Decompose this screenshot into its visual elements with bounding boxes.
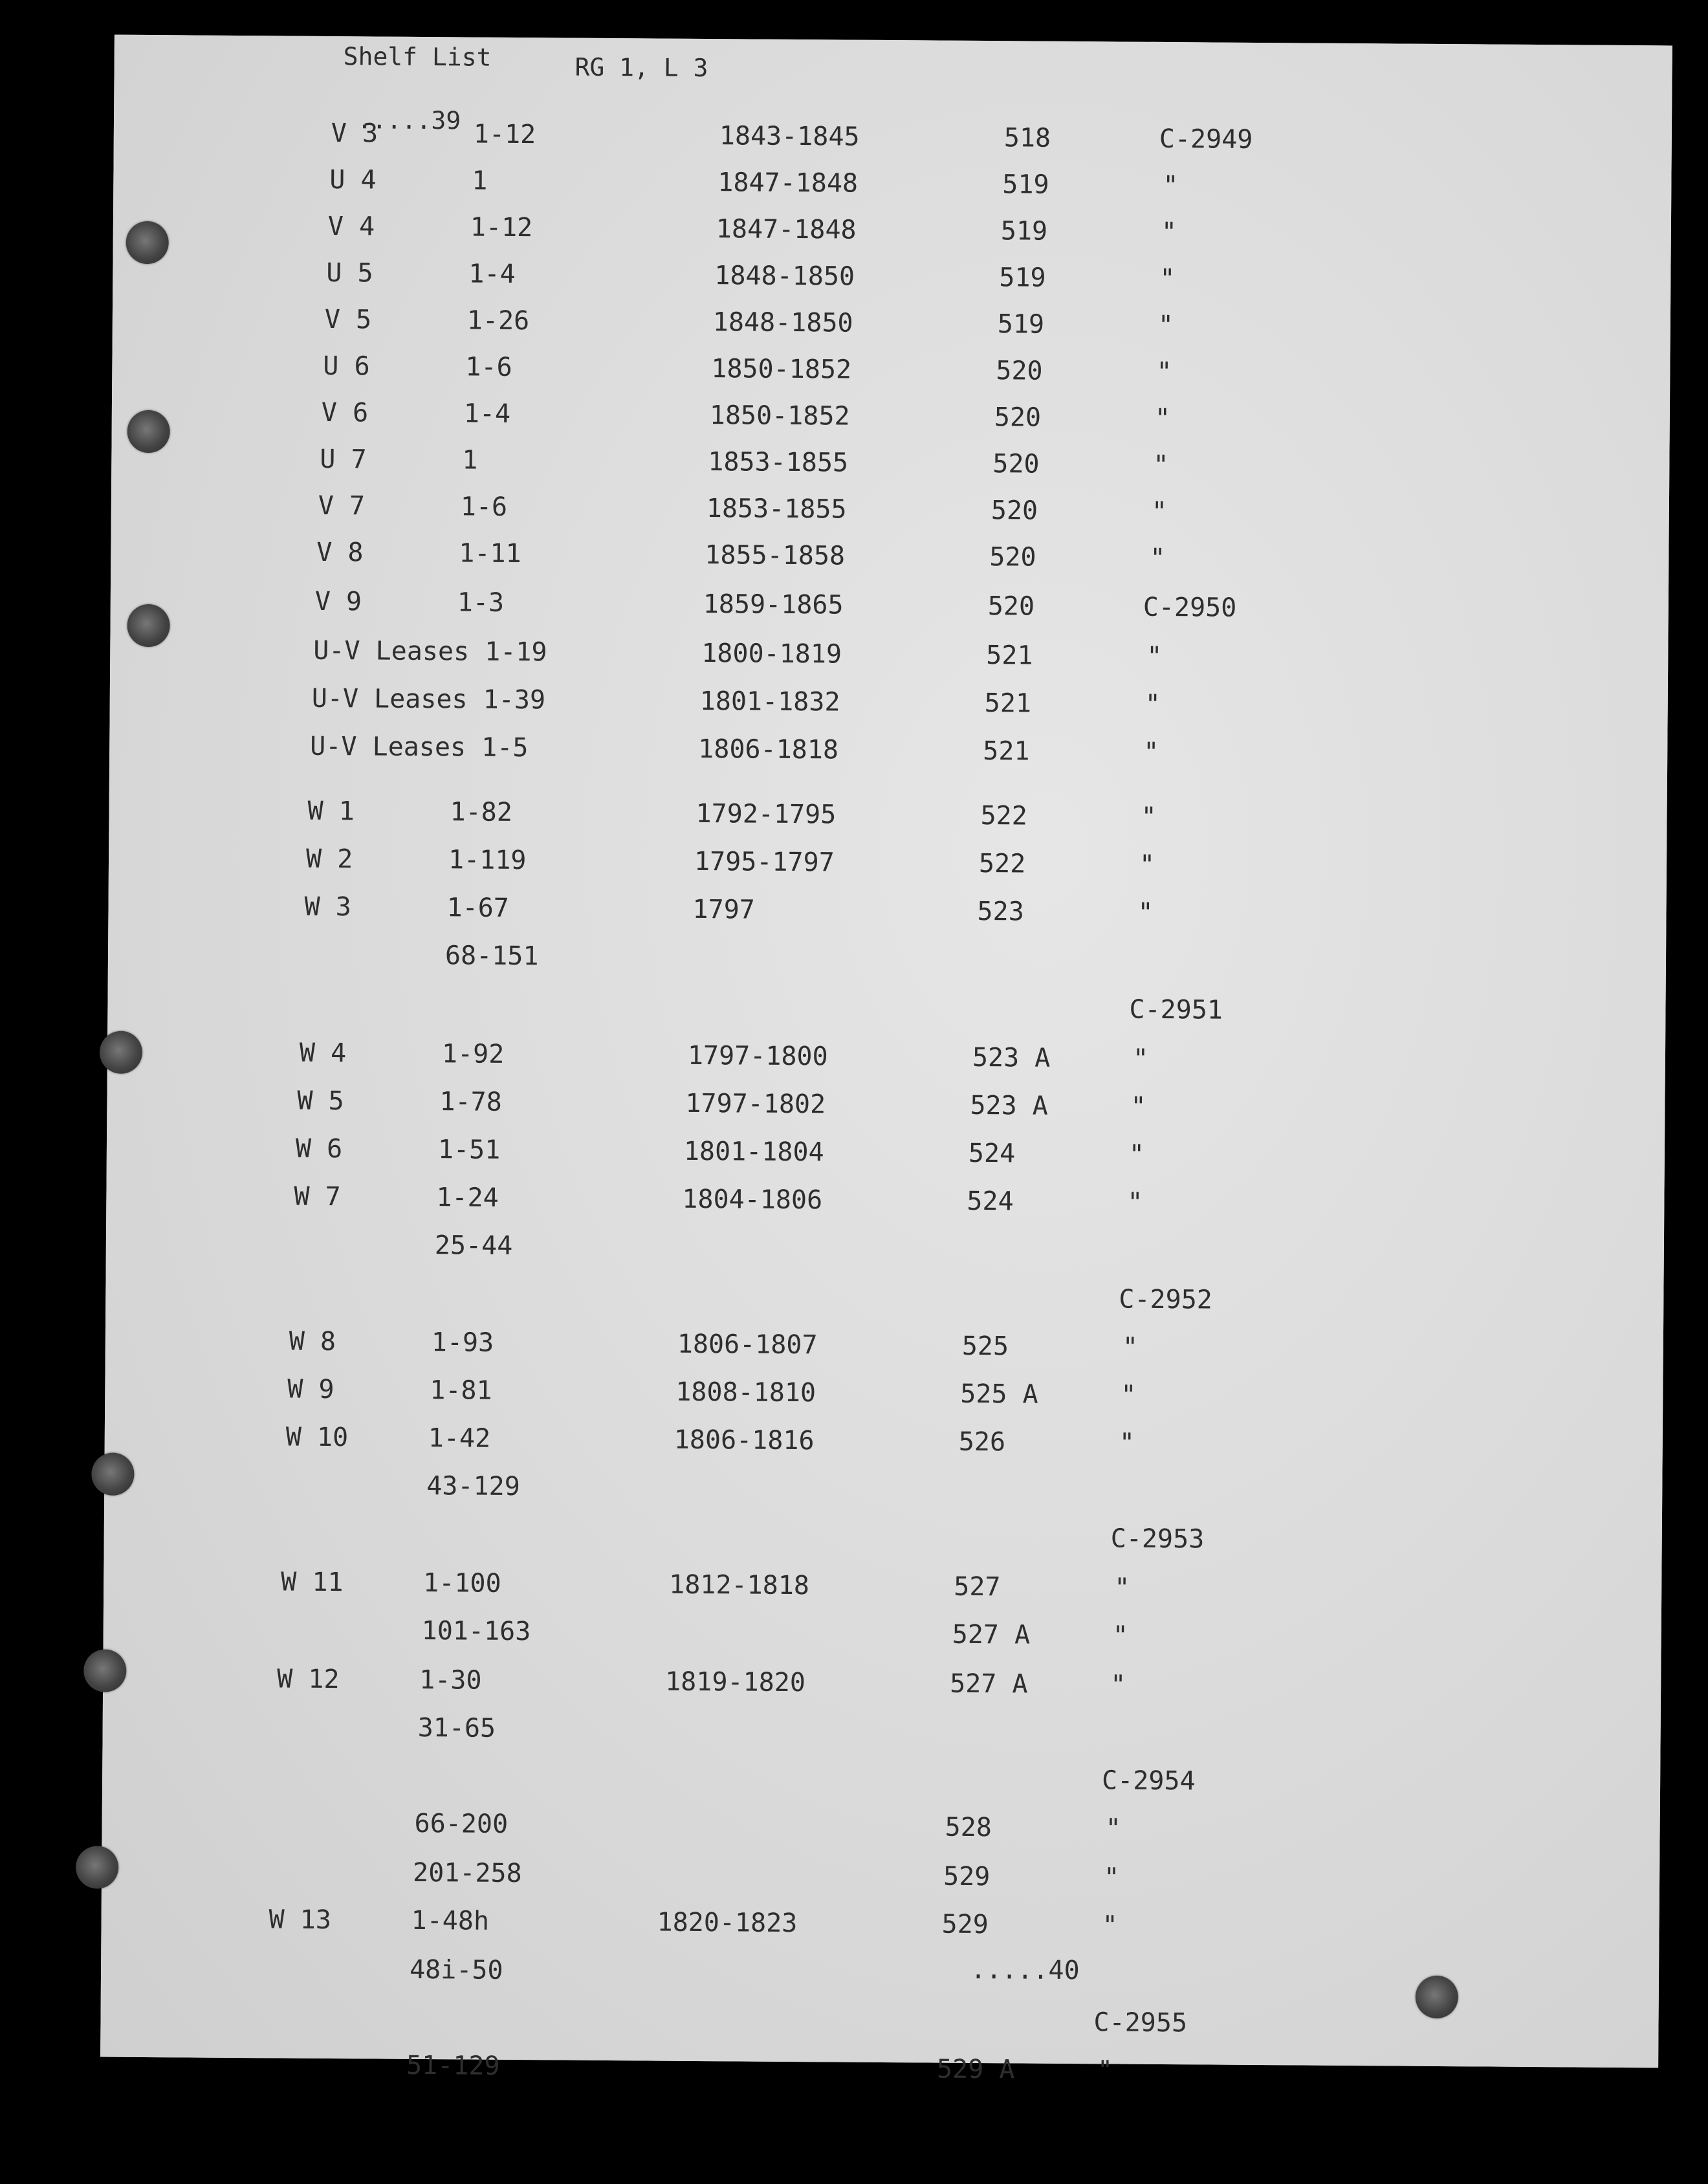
- cell-volume: V 4: [327, 211, 375, 242]
- cell-pages: 1-82: [450, 797, 513, 827]
- cell-box: 520: [991, 496, 1038, 526]
- cell-volume: U-V Leases 1-39: [311, 683, 546, 715]
- cell-dates: 1820-1823: [657, 1907, 798, 1939]
- cell-pages: 1-78: [439, 1087, 502, 1117]
- cell-dates: 1847-1848: [717, 168, 859, 199]
- cell-reel: ": [1130, 1091, 1146, 1122]
- cell-dates: 1795-1797: [694, 846, 835, 878]
- cell-volume: U 7: [320, 444, 367, 475]
- cell-reel: ": [1144, 689, 1161, 719]
- cell-pages: 43-129: [426, 1471, 520, 1502]
- cell-dates: 1853-1855: [708, 447, 849, 478]
- cell-pages: 1-6: [465, 352, 512, 382]
- cell-reel: ": [1102, 1910, 1118, 1941]
- cell-pages: 201-258: [412, 1857, 522, 1889]
- cell-volume: U 5: [326, 257, 373, 289]
- cell-volume: W 10: [285, 1422, 349, 1453]
- cell-volume: U-V Leases 1-5: [310, 731, 529, 763]
- document-page: [100, 35, 1672, 2086]
- cell-volume: W 12: [277, 1664, 340, 1695]
- cell-dates: 1819-1820: [665, 1666, 806, 1698]
- cell-pages: 1-24: [436, 1183, 499, 1213]
- cell-box: 525: [961, 1331, 1009, 1362]
- cell-reel: C-2955: [1093, 2007, 1188, 2038]
- cell-pages: 1-51: [437, 1135, 501, 1165]
- cell-box: 521: [986, 640, 1033, 671]
- cell-pages: 68-151: [444, 941, 539, 972]
- cell-reel: ": [1159, 263, 1176, 294]
- cell-pages: 1-100: [423, 1568, 501, 1599]
- cell-box: 519: [999, 263, 1046, 293]
- cell-dates: 1853-1855: [706, 494, 847, 525]
- cell-volume: W 7: [294, 1181, 341, 1212]
- cell-pages: 31-65: [417, 1712, 496, 1743]
- cell-dates: 1855-1858: [705, 540, 846, 571]
- cell-reel: ": [1161, 217, 1177, 248]
- cell-box: 524: [968, 1138, 1016, 1169]
- cell-pages: 1-30: [419, 1665, 482, 1696]
- cell-volume: V 5: [324, 304, 372, 335]
- cell-box: 523 A: [972, 1042, 1051, 1073]
- cell-dates: 1797: [692, 894, 756, 925]
- cell-volume: W 13: [268, 1905, 332, 1936]
- cell-dates: 1804-1806: [682, 1184, 823, 1216]
- cell-reel: ": [1154, 403, 1171, 434]
- cell-reel: ": [1137, 897, 1154, 928]
- cell-dates: 1859-1865: [703, 589, 844, 620]
- cell-reel: ": [1157, 310, 1174, 341]
- cell-pages: 1: [472, 166, 488, 196]
- cell-box: 520: [992, 449, 1040, 479]
- cell-dates: 1797-1800: [687, 1040, 828, 1072]
- cell-reel: ": [1112, 1621, 1128, 1651]
- cell-dates: 1806-1818: [698, 734, 839, 765]
- cell-pages: 1-67: [446, 893, 510, 923]
- cell-box: 521: [983, 736, 1030, 767]
- cell-box: 529 A: [936, 2054, 1015, 2085]
- cell-pages: 66-200: [414, 1808, 509, 1839]
- cell-pages: 48i-50: [409, 1954, 503, 1985]
- cell-dates: 1797-1802: [685, 1088, 826, 1120]
- cell-volume: W 2: [305, 844, 353, 875]
- cell-dates: 1801-1804: [683, 1136, 824, 1168]
- cell-pages: 1-26: [466, 305, 530, 336]
- cell-box: 522: [978, 848, 1026, 879]
- cell-box: 519: [1000, 216, 1048, 246]
- shelf-list-title: Shelf List: [343, 42, 492, 72]
- cell-volume: V 6: [321, 397, 369, 428]
- cell-volume: V 9: [314, 586, 362, 617]
- punch-hole: [127, 410, 170, 453]
- cell-reel: C-2954: [1101, 1765, 1196, 1796]
- cell-reel: ": [1105, 1813, 1121, 1844]
- cell-dates: 1850-1852: [709, 400, 850, 431]
- cell-pages: 1: [462, 445, 478, 475]
- cell-box: 527 A: [950, 1668, 1028, 1699]
- continued-from-label: .....39: [356, 105, 461, 135]
- cell-reel: ": [1153, 450, 1169, 481]
- cell-reel: ": [1141, 802, 1157, 832]
- cell-reel: ": [1163, 170, 1179, 201]
- cell-reel: C-2953: [1110, 1523, 1205, 1555]
- cell-dates: 1847-1848: [716, 214, 857, 245]
- punch-hole: [91, 1452, 134, 1495]
- cell-volume: W 4: [299, 1038, 347, 1069]
- cell-reel: ": [1119, 1428, 1135, 1458]
- cell-box: 522: [980, 801, 1027, 831]
- cell-box: 518: [1003, 123, 1051, 153]
- punch-hole: [83, 1649, 126, 1692]
- cell-volume: U 6: [323, 351, 370, 382]
- cell-pages: 1-93: [431, 1327, 494, 1358]
- cell-pages: 1-4: [463, 399, 511, 429]
- cell-reel: ": [1097, 2055, 1113, 2086]
- punch-hole: [76, 1846, 118, 1888]
- cell-pages: 1-12: [473, 119, 536, 150]
- cell-volume: W 11: [281, 1567, 344, 1598]
- cell-box: 519: [1002, 169, 1049, 200]
- punch-hole: [100, 1031, 142, 1074]
- cell-volume: W 3: [304, 891, 351, 923]
- cell-dates: 1800-1819: [701, 638, 842, 670]
- cell-volume: W 5: [297, 1086, 344, 1117]
- cell-reel: ": [1110, 1670, 1126, 1700]
- cell-box: 520: [989, 542, 1036, 573]
- cell-box: 525 A: [960, 1379, 1038, 1410]
- cell-dates: 1801-1832: [699, 686, 840, 717]
- cell-pages: 1-4: [468, 259, 516, 289]
- cell-dates: 1848-1850: [714, 261, 855, 292]
- cell-pages: 1-48h: [411, 1905, 490, 1936]
- cell-pages: 1-119: [448, 845, 527, 876]
- cell-reel: ": [1150, 543, 1166, 573]
- cell-pages: 1-3: [457, 587, 505, 618]
- cell-reel: C-2952: [1119, 1284, 1212, 1315]
- cell-box: 528: [945, 1812, 992, 1843]
- cell-reel: ": [1127, 1187, 1143, 1218]
- cell-box: 527: [954, 1571, 1001, 1602]
- punch-hole: [127, 604, 170, 647]
- cell-volume: V 7: [318, 490, 366, 521]
- cell-box: 524: [967, 1186, 1014, 1217]
- cell-reel: C-2950: [1143, 592, 1237, 623]
- cell-dates: 1843-1845: [719, 121, 860, 152]
- cell-volume: W 9: [287, 1374, 334, 1405]
- cell-pages: 101-163: [421, 1616, 531, 1647]
- cell-dates: 1850-1852: [711, 354, 852, 385]
- cell-box: 529: [943, 1861, 991, 1892]
- cell-pages: 51-129: [406, 2050, 500, 2081]
- cell-reel: ": [1139, 849, 1155, 880]
- cell-pages: 1-6: [460, 492, 508, 522]
- cell-reel: ": [1103, 1862, 1120, 1893]
- cell-dates: 1806-1816: [673, 1425, 815, 1456]
- cell-volume: W 8: [289, 1326, 336, 1357]
- cell-reel: ": [1151, 496, 1168, 527]
- cell-volume: U-V Leases 1-19: [313, 635, 547, 668]
- cell-box: 519: [997, 309, 1045, 340]
- cell-reel: ": [1132, 1043, 1149, 1074]
- cell-pages: 1-42: [428, 1423, 491, 1454]
- cell-volume: W 6: [295, 1133, 343, 1164]
- cell-reel: ": [1128, 1139, 1145, 1170]
- record-group-label: RG 1, L 3: [575, 52, 708, 83]
- cell-box: 520: [987, 591, 1035, 622]
- punch-hole: [126, 221, 168, 264]
- cell-pages: 1-92: [441, 1039, 505, 1069]
- cell-box: 523: [977, 896, 1024, 927]
- cell-reel: ": [1156, 356, 1172, 388]
- continued-to-label: .....40: [970, 1954, 1080, 1986]
- cell-reel: ": [1122, 1332, 1139, 1362]
- cell-box: 523 A: [970, 1090, 1048, 1121]
- cell-reel: ": [1114, 1573, 1130, 1603]
- cell-dates: 1812-1818: [669, 1569, 810, 1601]
- cell-box: 520: [994, 402, 1042, 433]
- cell-box: 527 A: [952, 1619, 1031, 1650]
- cell-box: 520: [996, 356, 1043, 386]
- cell-pages: 1-11: [459, 538, 521, 569]
- cell-dates: 1806-1807: [677, 1329, 818, 1360]
- cell-volume: V 8: [316, 537, 364, 568]
- cell-reel: C-2951: [1129, 994, 1223, 1025]
- cell-pages: 1-81: [430, 1375, 492, 1406]
- cell-volume: U 4: [329, 164, 377, 195]
- cell-reel: ": [1146, 641, 1163, 672]
- cell-reel: ": [1143, 737, 1159, 767]
- cell-dates: 1848-1850: [712, 307, 853, 338]
- cell-volume: V 3: [331, 118, 378, 149]
- cell-box: 526: [958, 1426, 1006, 1458]
- cell-reel: C-2949: [1159, 124, 1253, 155]
- cell-volume: W 1: [307, 796, 355, 827]
- punch-hole: [1416, 1976, 1458, 2018]
- cell-dates: 1808-1810: [675, 1377, 816, 1408]
- cell-pages: 25-44: [434, 1230, 513, 1261]
- cell-dates: 1792-1795: [695, 798, 837, 830]
- cell-box: 529: [941, 1909, 989, 1940]
- cell-pages: 1-12: [470, 212, 533, 243]
- cell-box: 521: [984, 688, 1032, 719]
- cell-reel: ": [1121, 1380, 1137, 1410]
